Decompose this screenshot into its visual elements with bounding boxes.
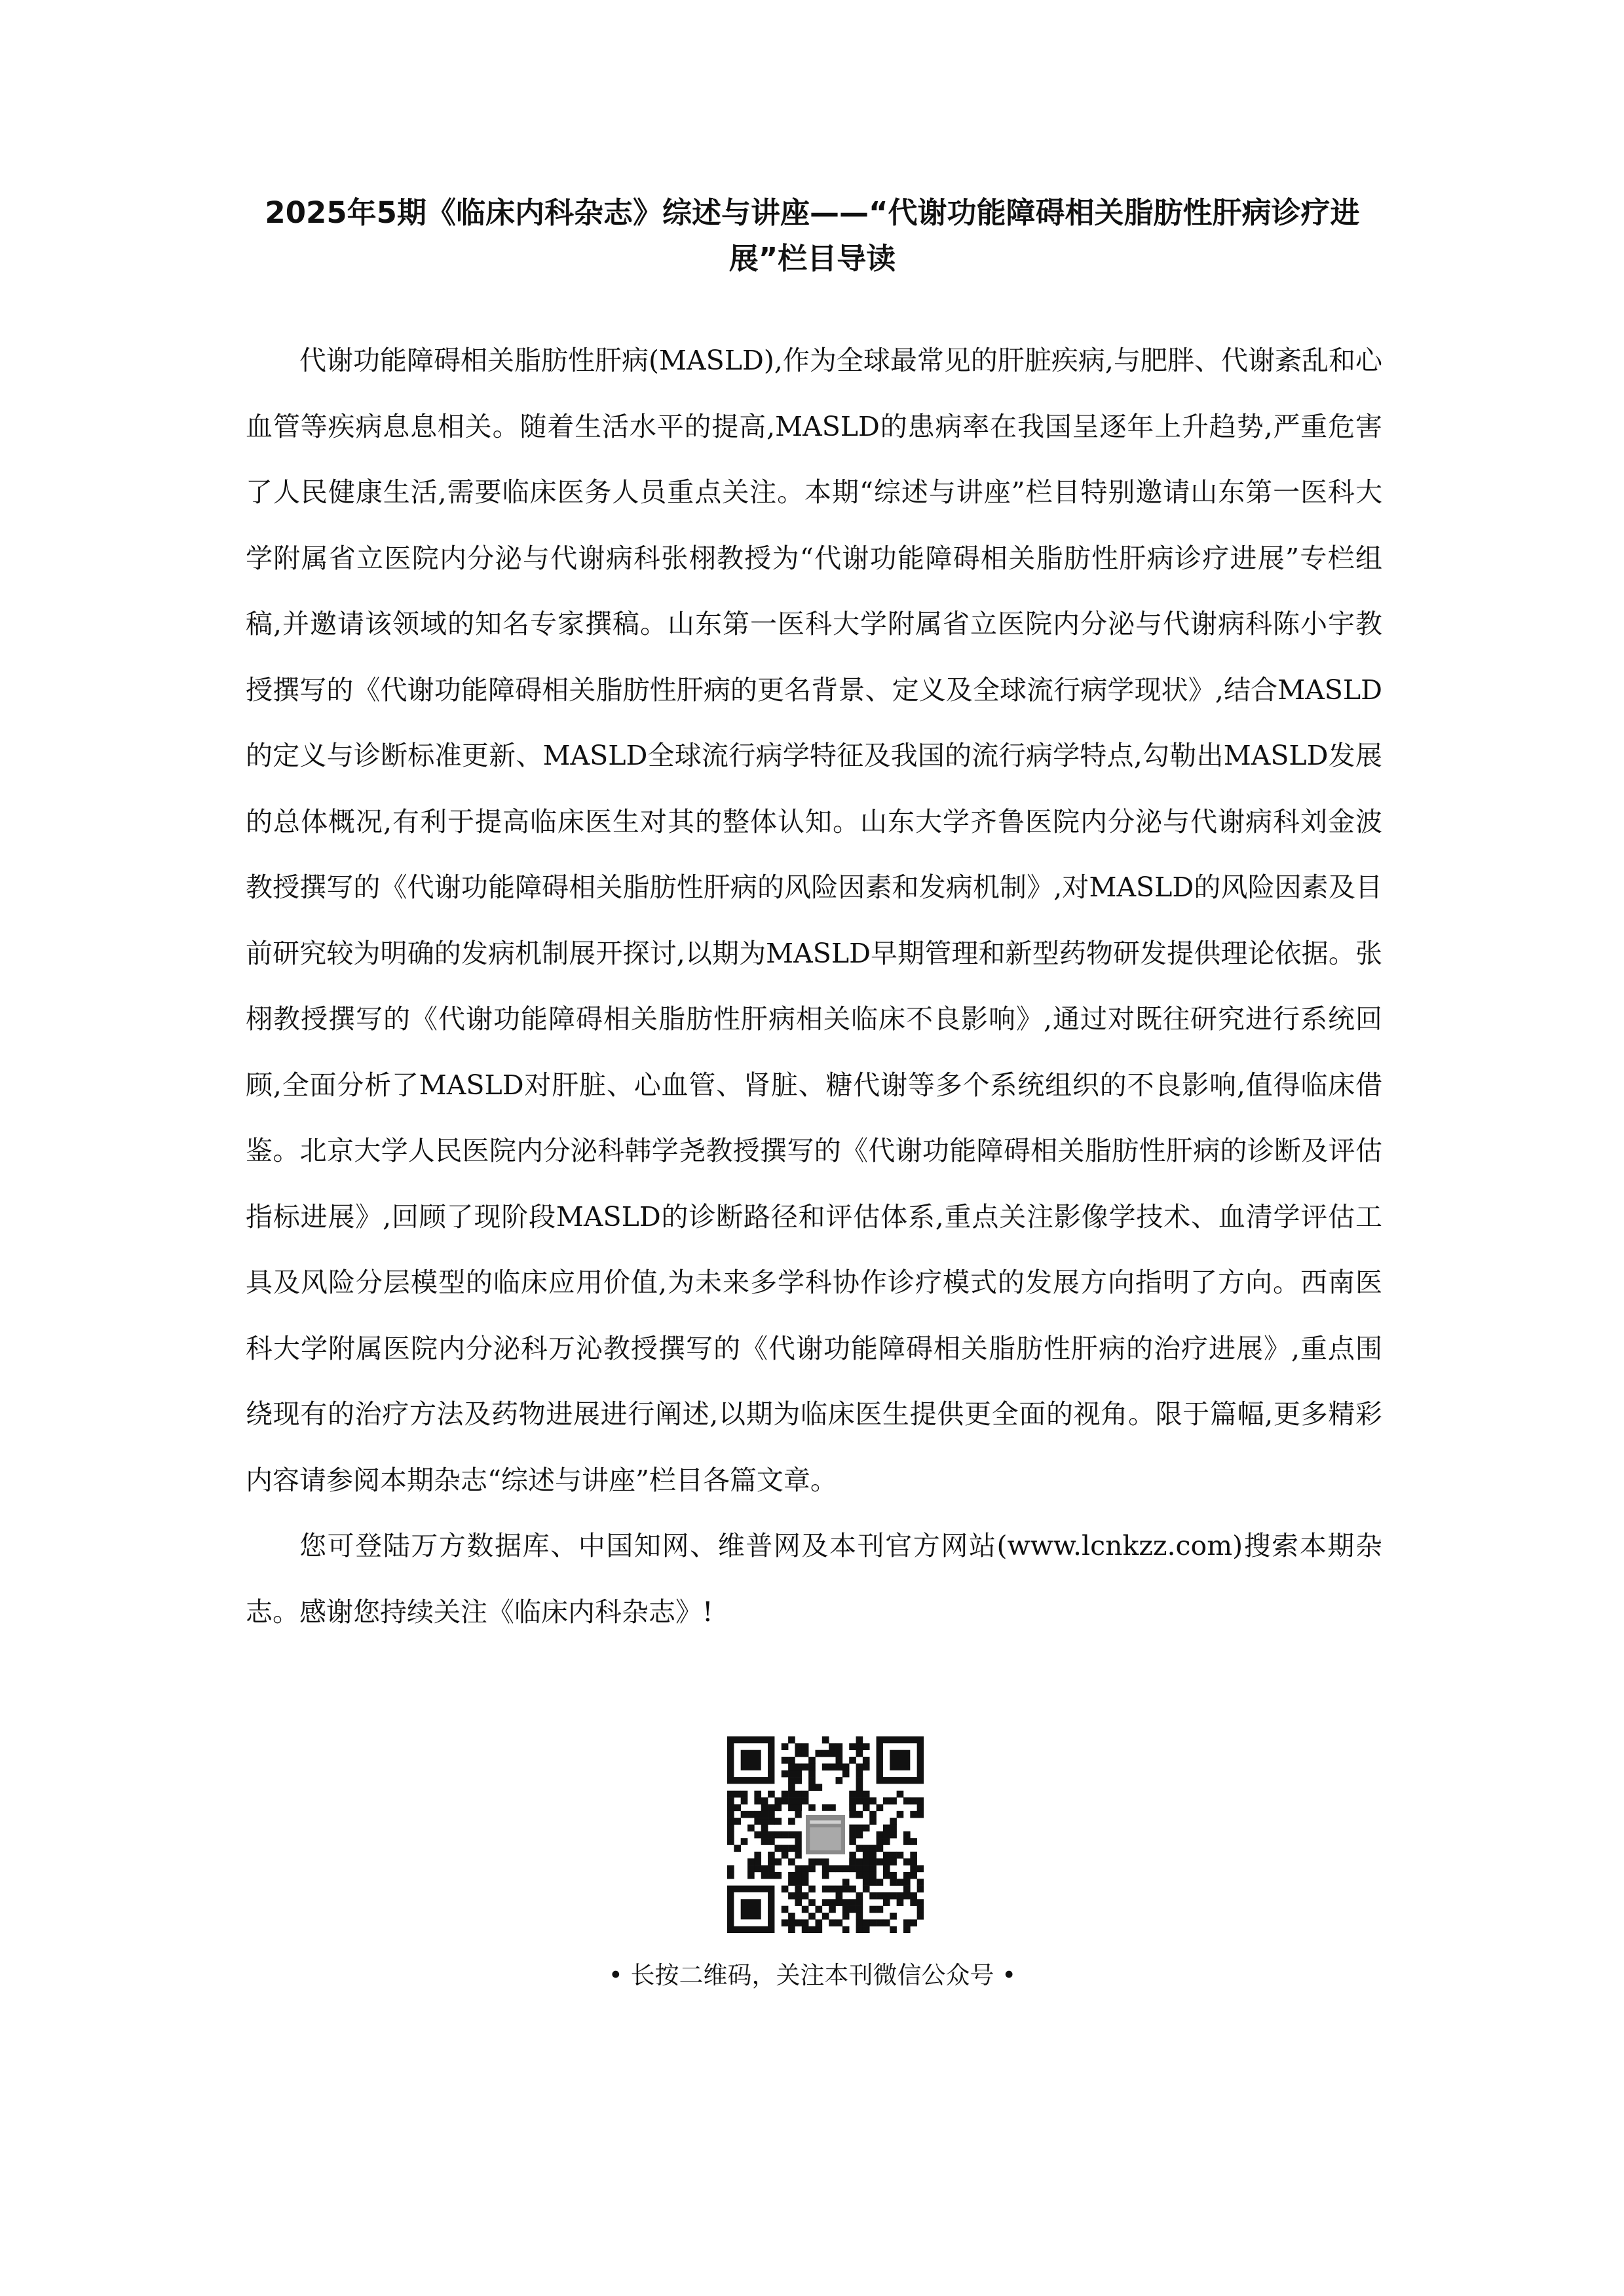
title-line-2: 展”栏目导读 [728,241,896,276]
access-paragraph: 您可登陆万方数据库、中国知网、维普网及本刊官方网站(www.lcnkzz.com)搜索本期杂志。感谢您持续关注《临床内科杂志》! [246,1530,1382,1628]
intro-paragraph: 代谢功能障碍相关脂肪性肝病(MASLD),作为全球最常见的肝脏疾病,与肥胖、代谢紊乱和心血管等疾病息息相关。随着生活水平的提高,MASLD的患病率在我国呈逐年上升趋势,严重危害了人民健康生活,需要临床医务人员重点关注。本期“综述与讲座”栏目特别邀请山东第一医科大学附属省立医院内分泌与代谢病科张栩教授为“代谢功能障碍相关脂肪性肝病诊疗进展”专栏组稿,并邀请该领域的知名专家撰稿。山东第一医科大学附属省立医院内分泌与代谢病科陈小宇教授撰写的《代谢功能障碍相关脂肪性肝病的更名背景、定义及全球流行病学现状》,结合MASLD的定义与诊断标准更新、MASLD全球流行病学特征及我国的流行病学特点,勾勒出MASLD发展的总体概况,有利于提高临床医生对其的整体认知。山东大学齐鲁医院内分泌与代谢病科刘金波教授撰写的《代谢功能障碍相关脂肪性肝病的风险因素和发病机制》,对MASLD的风险因素及目前研究较为明确的发病机制展开探讨,以期为MASLD早期管理和新型药物研发提供理论依据。张栩教授撰写的《代谢功能障碍相关脂肪性肝病相关临床不良影响》,通过对既往研究进行系统回顾,全面分析了MASLD对肝脏、心血管、肾脏、糖代谢等多个系统组织的不良影响,值得临床借鉴。北京大学人民医院内分泌科韩学尧教授撰写的《代谢功能障碍相关脂肪性肝病的诊断及评估指标进展》,回顾了现阶段MASLD的诊断路径和评估体系,重点关注影像学技术、血清学评估工具及风险分层模型的临床应用价值,为未来多学科协作诊疗模式的发展方向指明了方向。西南医科大学附属医院内分泌科万沁教授撰写的《代谢功能障碍相关脂肪性肝病的治疗进展》,重点围绕现有的治疗方法及药物进展进行阐述,以期为临床医生提供更全面的视角。限于篇幅,更多精彩内容请参阅本期杂志“综述与讲座”栏目各篇文章。 [246,345,1382,1496]
wechat-qr-code-icon [727,1736,924,1933]
title-line-1: 2025年5期《临床内科杂志》综述与讲座——“代谢功能障碍相关脂肪性肝病诊疗进 [265,195,1360,230]
article-body [246,328,1382,1645]
qr-code-icon [727,1736,924,1933]
page-title [229,190,1395,282]
qr-caption: • 长按二维码，关注本刊微信公众号 • [608,1961,1017,1989]
